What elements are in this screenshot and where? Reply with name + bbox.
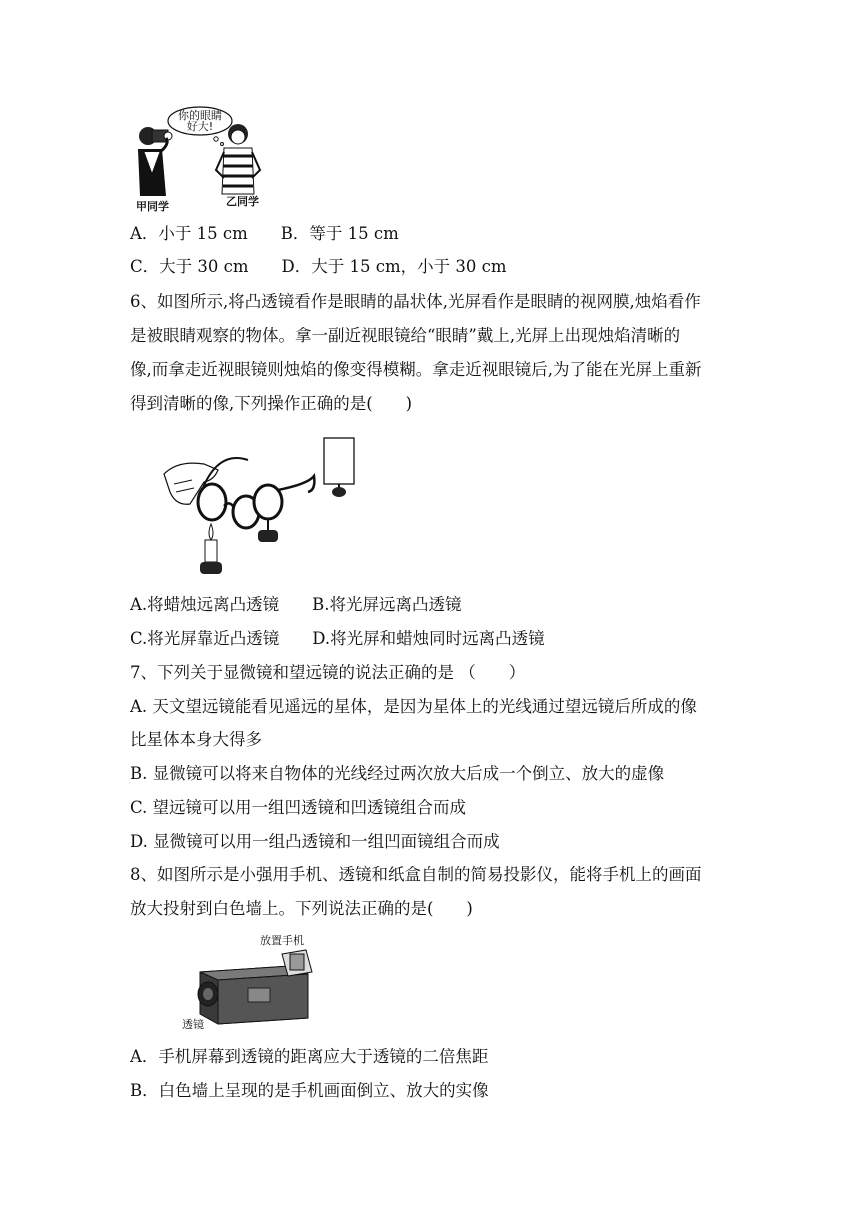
q5-options-row-2: C．大于 30 cm D．大于 15 cm，小于 30 cm xyxy=(130,257,507,276)
q6-text-line-3: 像,而拿走近视眼镜则烛焰的像变得模糊。拿走近视眼镜后,为了能在光屏上重新 xyxy=(130,360,702,379)
student-b-figure xyxy=(216,124,260,194)
figure-projector xyxy=(178,930,328,1035)
q7-option-a-line-1: A. 天文望远镜能看见遥远的星体，是因为星体上的光线通过望远镜后所成的像 xyxy=(130,697,697,716)
q6-text-line-2: 是被眼睛观察的物体。拿一副近视眼镜给“眼睛”戴上,光屏上出现烛焰清晰的 xyxy=(130,326,681,345)
q8-option-b: B．白色墙上呈现的是手机画面倒立、放大的实像 xyxy=(130,1081,489,1100)
q5-options-row-1: A．小于 15 cm B．等于 15 cm xyxy=(130,224,399,243)
bubble-text-2: 好大! xyxy=(186,120,214,133)
student-a-figure xyxy=(138,127,172,196)
bubble-text-1: 你的眼睛 xyxy=(178,109,222,122)
q8-text-line-1: 8、如图所示是小强用手机、透镜和纸盒自制的简易投影仪，能将手机上的画面 xyxy=(130,865,702,884)
q7-option-d: D. 显微镜可以用一组凸透镜和一组凹面镜组合而成 xyxy=(130,832,500,851)
q6-options-row-2: C.将光屏靠近凸透镜 D.将光屏和蜡烛同时远离凸透镜 xyxy=(130,629,545,648)
q7-option-a-line-2: 比星体本身大得多 xyxy=(130,730,262,749)
label-lens: 透镜 xyxy=(182,1018,204,1031)
q7-option-b: B. 显微镜可以将来自物体的光线经过两次放大后成一个倒立、放大的虚像 xyxy=(130,764,665,783)
label-student-b: 乙同学 xyxy=(226,195,259,208)
q6-text-line-1: 6、如图所示,将凸透镜看作是眼睛的晶状体,光屏看作是眼睛的视网膜,烛焰看作 xyxy=(130,292,701,311)
figure-two-students xyxy=(130,104,280,214)
q8-text-line-2: 放大投射到白色墙上。下列说法正确的是( ) xyxy=(130,899,473,918)
q6-text-line-4: 得到清晰的像,下列操作正确的是( ) xyxy=(130,394,413,413)
q7-option-c: C. 望远镜可以用一组凹透镜和凹透镜组合而成 xyxy=(130,798,467,817)
label-student-a: 甲同学 xyxy=(136,200,169,213)
figure-lens-experiment xyxy=(158,430,368,582)
q8-option-a: A．手机屏幕到透镜的距离应大于透镜的二倍焦距 xyxy=(130,1047,489,1066)
q7-stem: 7、下列关于显微镜和望远镜的说法正确的是 （ ） xyxy=(130,663,526,682)
label-phone-position: 放置手机 xyxy=(260,934,304,947)
q6-options-row-1: A.将蜡烛远离凸透镜 B.将光屏远离凸透镜 xyxy=(130,595,462,614)
